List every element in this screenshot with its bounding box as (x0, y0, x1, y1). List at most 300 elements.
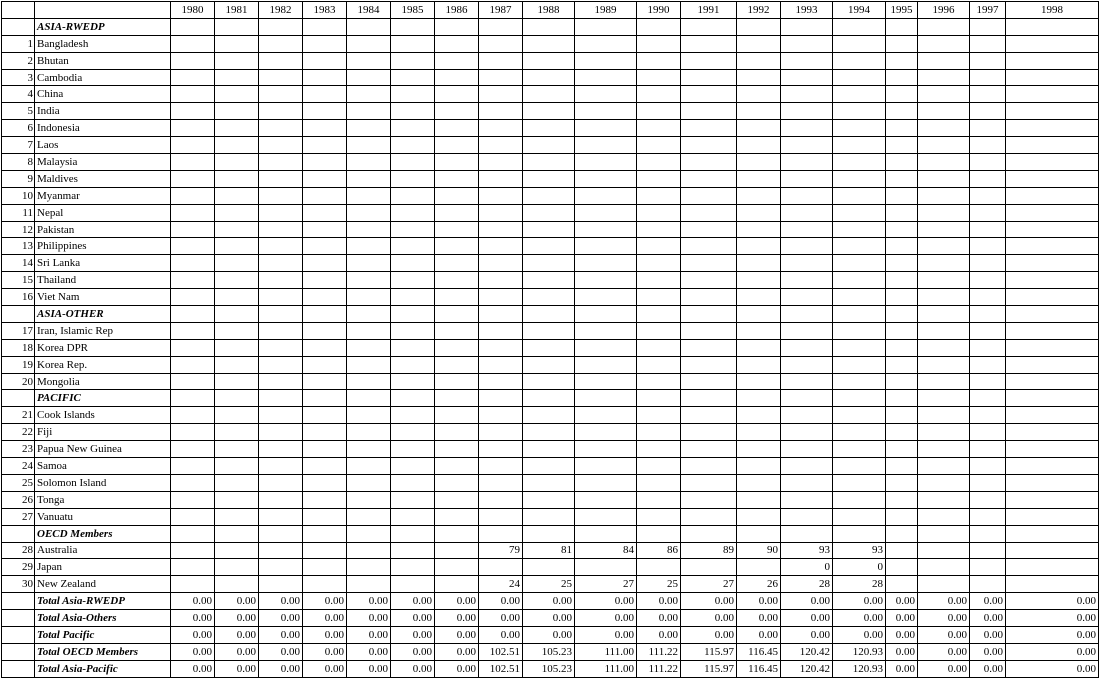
row-label: Australia (35, 542, 171, 559)
value-cell (918, 525, 970, 542)
value-cell (833, 137, 886, 154)
value-cell (833, 289, 886, 306)
value-cell (259, 424, 303, 441)
value-cell (637, 407, 681, 424)
value-cell (171, 356, 215, 373)
row-index: 16 (2, 289, 35, 306)
value-cell (347, 576, 391, 593)
value-cell (523, 390, 575, 407)
value-cell (970, 154, 1006, 171)
value-cell (171, 18, 215, 35)
value-cell (1006, 154, 1099, 171)
row-index (2, 306, 35, 323)
row-label: Pakistan (35, 221, 171, 238)
row-index: 15 (2, 272, 35, 289)
value-cell (259, 187, 303, 204)
section-row (2, 18, 1099, 35)
value-cell (886, 120, 918, 137)
value-cell (435, 441, 479, 458)
value-cell (303, 52, 347, 69)
value-cell (970, 390, 1006, 407)
value-cell (479, 356, 523, 373)
value-cell (479, 170, 523, 187)
value-cell (637, 69, 681, 86)
value-cell (435, 306, 479, 323)
value-cell (391, 508, 435, 525)
value-cell (215, 137, 259, 154)
value-cell (479, 221, 523, 238)
value-cell (303, 289, 347, 306)
value-cell (737, 221, 781, 238)
value-cell (523, 525, 575, 542)
header-row (2, 2, 1099, 19)
value-cell (737, 120, 781, 137)
value-cell (575, 559, 637, 576)
value-cell (347, 407, 391, 424)
value-cell (1006, 187, 1099, 204)
value-cell: 0 (833, 559, 886, 576)
value-cell (886, 154, 918, 171)
year-header: 1980 (171, 2, 215, 19)
value-cell (523, 221, 575, 238)
value-cell (781, 508, 833, 525)
value-cell (918, 576, 970, 593)
value-cell (781, 407, 833, 424)
value-cell (833, 356, 886, 373)
value-cell (575, 491, 637, 508)
row-label: Solomon Island (35, 474, 171, 491)
value-cell (347, 289, 391, 306)
value-cell: 111.22 (637, 643, 681, 660)
value-cell (781, 441, 833, 458)
value-cell (523, 238, 575, 255)
value-cell (435, 356, 479, 373)
value-cell (886, 542, 918, 559)
value-cell: 0.00 (259, 626, 303, 643)
value-cell (886, 86, 918, 103)
total-row (2, 660, 1099, 677)
value-cell: 0.00 (435, 660, 479, 677)
value-cell (347, 18, 391, 35)
value-cell (391, 170, 435, 187)
value-cell (215, 491, 259, 508)
value-cell (303, 576, 347, 593)
value-cell: 0.00 (171, 643, 215, 660)
value-cell (781, 238, 833, 255)
value-cell (918, 339, 970, 356)
table-row (2, 221, 1099, 238)
value-cell (970, 35, 1006, 52)
value-cell (479, 424, 523, 441)
value-cell: 115.97 (681, 643, 737, 660)
value-cell (435, 272, 479, 289)
value-cell: 0.00 (391, 610, 435, 627)
row-label: China (35, 86, 171, 103)
section-label: PACIFIC (35, 390, 171, 407)
value-cell (1006, 272, 1099, 289)
value-cell (918, 170, 970, 187)
value-cell (575, 137, 637, 154)
row-label: Bangladesh (35, 35, 171, 52)
value-cell (303, 221, 347, 238)
value-cell: 0.00 (171, 626, 215, 643)
row-label: Tonga (35, 491, 171, 508)
value-cell (303, 559, 347, 576)
value-cell (737, 204, 781, 221)
value-cell: 115.97 (681, 660, 737, 677)
table-row (2, 441, 1099, 458)
value-cell (970, 86, 1006, 103)
value-cell (171, 154, 215, 171)
value-cell (391, 154, 435, 171)
value-cell (347, 373, 391, 390)
value-cell (833, 103, 886, 120)
value-cell (918, 69, 970, 86)
value-cell (523, 137, 575, 154)
value-cell: 0.00 (918, 643, 970, 660)
value-cell (781, 170, 833, 187)
value-cell (479, 272, 523, 289)
row-label: Myanmar (35, 187, 171, 204)
value-cell (886, 474, 918, 491)
value-cell (523, 322, 575, 339)
value-cell (886, 576, 918, 593)
value-cell (681, 154, 737, 171)
value-cell (1006, 52, 1099, 69)
value-cell (523, 103, 575, 120)
row-index: 20 (2, 373, 35, 390)
row-label: Mongolia (35, 373, 171, 390)
value-cell (523, 407, 575, 424)
value-cell (1006, 137, 1099, 154)
value-cell (1006, 86, 1099, 103)
value-cell (681, 137, 737, 154)
value-cell (737, 35, 781, 52)
value-cell (575, 221, 637, 238)
value-cell (681, 559, 737, 576)
value-cell: 27 (681, 576, 737, 593)
value-cell (435, 238, 479, 255)
value-cell (781, 390, 833, 407)
value-cell (391, 289, 435, 306)
row-index: 30 (2, 576, 35, 593)
value-cell (435, 339, 479, 356)
value-cell (523, 255, 575, 272)
value-cell (781, 69, 833, 86)
value-cell (259, 86, 303, 103)
value-cell (347, 525, 391, 542)
value-cell (303, 170, 347, 187)
value-cell (171, 204, 215, 221)
row-label: Papua New Guinea (35, 441, 171, 458)
value-cell: 0.00 (970, 610, 1006, 627)
value-cell (1006, 373, 1099, 390)
value-cell (681, 356, 737, 373)
value-cell (637, 306, 681, 323)
header-blank-name (35, 2, 171, 19)
value-cell (1006, 441, 1099, 458)
value-cell (259, 306, 303, 323)
row-index: 5 (2, 103, 35, 120)
value-cell (575, 238, 637, 255)
value-cell (391, 322, 435, 339)
value-cell (918, 18, 970, 35)
total-row (2, 610, 1099, 627)
value-cell (215, 18, 259, 35)
value-cell (681, 69, 737, 86)
value-cell (303, 322, 347, 339)
value-cell (737, 289, 781, 306)
value-cell: 28 (781, 576, 833, 593)
value-cell: 79 (479, 542, 523, 559)
value-cell (435, 373, 479, 390)
value-cell (737, 390, 781, 407)
value-cell (303, 18, 347, 35)
value-cell (259, 576, 303, 593)
value-cell (970, 542, 1006, 559)
value-cell (259, 559, 303, 576)
value-cell (637, 424, 681, 441)
table-row (2, 69, 1099, 86)
value-cell (970, 356, 1006, 373)
value-cell (681, 238, 737, 255)
table-row (2, 238, 1099, 255)
value-cell (1006, 35, 1099, 52)
value-cell (347, 491, 391, 508)
value-cell (303, 187, 347, 204)
value-cell (171, 525, 215, 542)
data-table (1, 1, 1099, 678)
value-cell (737, 86, 781, 103)
value-cell: 0.00 (435, 626, 479, 643)
table-row (2, 407, 1099, 424)
value-cell: 0.00 (1006, 643, 1099, 660)
value-cell: 0.00 (637, 626, 681, 643)
value-cell (781, 86, 833, 103)
value-cell (781, 204, 833, 221)
value-cell (637, 154, 681, 171)
value-cell (970, 424, 1006, 441)
value-cell (215, 86, 259, 103)
row-index: 3 (2, 69, 35, 86)
value-cell (259, 458, 303, 475)
value-cell (171, 221, 215, 238)
value-cell (737, 491, 781, 508)
value-cell (1006, 339, 1099, 356)
value-cell (637, 289, 681, 306)
value-cell (259, 542, 303, 559)
year-header: 1982 (259, 2, 303, 19)
row-index (2, 643, 35, 660)
value-cell (575, 458, 637, 475)
value-cell (435, 458, 479, 475)
value-cell (391, 559, 435, 576)
value-cell: 0.00 (391, 643, 435, 660)
row-index: 7 (2, 137, 35, 154)
value-cell (303, 474, 347, 491)
value-cell (575, 508, 637, 525)
value-cell (833, 18, 886, 35)
value-cell: 0.00 (1006, 610, 1099, 627)
value-cell (833, 306, 886, 323)
row-label: Total Asia-Others (35, 610, 171, 627)
value-cell (259, 441, 303, 458)
value-cell: 0.00 (259, 593, 303, 610)
value-cell (681, 35, 737, 52)
value-cell: 0.00 (886, 643, 918, 660)
value-cell (681, 52, 737, 69)
value-cell: 111.00 (575, 643, 637, 660)
value-cell (347, 35, 391, 52)
value-cell (918, 407, 970, 424)
value-cell: 0.00 (303, 643, 347, 660)
value-cell (479, 407, 523, 424)
value-cell (781, 289, 833, 306)
value-cell: 120.42 (781, 660, 833, 677)
value-cell (918, 272, 970, 289)
value-cell (781, 491, 833, 508)
value-cell (637, 272, 681, 289)
value-cell (523, 18, 575, 35)
value-cell (737, 137, 781, 154)
value-cell (886, 424, 918, 441)
value-cell (681, 407, 737, 424)
value-cell (681, 289, 737, 306)
value-cell (1006, 542, 1099, 559)
value-cell (347, 103, 391, 120)
value-cell (886, 238, 918, 255)
value-cell (303, 204, 347, 221)
section-label: ASIA-RWEDP (35, 18, 171, 35)
value-cell (171, 339, 215, 356)
value-cell (303, 255, 347, 272)
value-cell: 0.00 (970, 626, 1006, 643)
value-cell (303, 373, 347, 390)
row-label: Total OECD Members (35, 643, 171, 660)
value-cell (303, 120, 347, 137)
value-cell (833, 86, 886, 103)
year-header: 1993 (781, 2, 833, 19)
value-cell (391, 221, 435, 238)
value-cell (435, 69, 479, 86)
value-cell (886, 525, 918, 542)
value-cell (347, 170, 391, 187)
value-cell: 84 (575, 542, 637, 559)
value-cell: 0 (781, 559, 833, 576)
row-index: 6 (2, 120, 35, 137)
value-cell (833, 458, 886, 475)
value-cell (637, 458, 681, 475)
value-cell (391, 52, 435, 69)
value-cell (171, 441, 215, 458)
value-cell (347, 441, 391, 458)
value-cell (781, 458, 833, 475)
value-cell (737, 458, 781, 475)
value-cell: 0.00 (435, 643, 479, 660)
value-cell: 0.00 (215, 626, 259, 643)
row-label: Thailand (35, 272, 171, 289)
value-cell: 0.00 (833, 626, 886, 643)
value-cell (347, 356, 391, 373)
value-cell (781, 272, 833, 289)
value-cell (523, 289, 575, 306)
value-cell (833, 491, 886, 508)
value-cell (303, 441, 347, 458)
value-cell (970, 137, 1006, 154)
value-cell (970, 322, 1006, 339)
value-cell (171, 238, 215, 255)
value-cell (303, 458, 347, 475)
value-cell (833, 154, 886, 171)
year-header: 1988 (523, 2, 575, 19)
value-cell (681, 120, 737, 137)
value-cell (681, 441, 737, 458)
value-cell (833, 69, 886, 86)
row-index: 29 (2, 559, 35, 576)
value-cell: 120.93 (833, 643, 886, 660)
value-cell (303, 407, 347, 424)
value-cell (259, 390, 303, 407)
value-cell: 102.51 (479, 660, 523, 677)
value-cell (575, 441, 637, 458)
value-cell (347, 86, 391, 103)
value-cell: 0.00 (479, 593, 523, 610)
value-cell (918, 238, 970, 255)
row-index: 8 (2, 154, 35, 171)
value-cell (575, 69, 637, 86)
value-cell (737, 52, 781, 69)
value-cell (347, 508, 391, 525)
value-cell (347, 221, 391, 238)
value-cell (435, 120, 479, 137)
value-cell (523, 508, 575, 525)
value-cell (575, 86, 637, 103)
value-cell (259, 508, 303, 525)
value-cell: 0.00 (171, 660, 215, 677)
value-cell (681, 322, 737, 339)
value-cell (347, 255, 391, 272)
value-cell (435, 170, 479, 187)
table-row (2, 52, 1099, 69)
table-row (2, 356, 1099, 373)
value-cell (1006, 356, 1099, 373)
value-cell (479, 35, 523, 52)
value-cell (918, 221, 970, 238)
value-cell: 90 (737, 542, 781, 559)
value-cell (681, 390, 737, 407)
value-cell (737, 441, 781, 458)
value-cell (171, 559, 215, 576)
table-row (2, 170, 1099, 187)
value-cell (215, 407, 259, 424)
value-cell (391, 187, 435, 204)
row-index: 18 (2, 339, 35, 356)
value-cell (435, 559, 479, 576)
value-cell (523, 204, 575, 221)
value-cell (833, 120, 886, 137)
value-cell (1006, 18, 1099, 35)
value-cell (215, 289, 259, 306)
value-cell (391, 272, 435, 289)
value-cell (833, 339, 886, 356)
value-cell (523, 69, 575, 86)
value-cell (737, 356, 781, 373)
value-cell: 0.00 (575, 626, 637, 643)
year-header: 1983 (303, 2, 347, 19)
value-cell (479, 255, 523, 272)
row-label: Maldives (35, 170, 171, 187)
value-cell (523, 86, 575, 103)
